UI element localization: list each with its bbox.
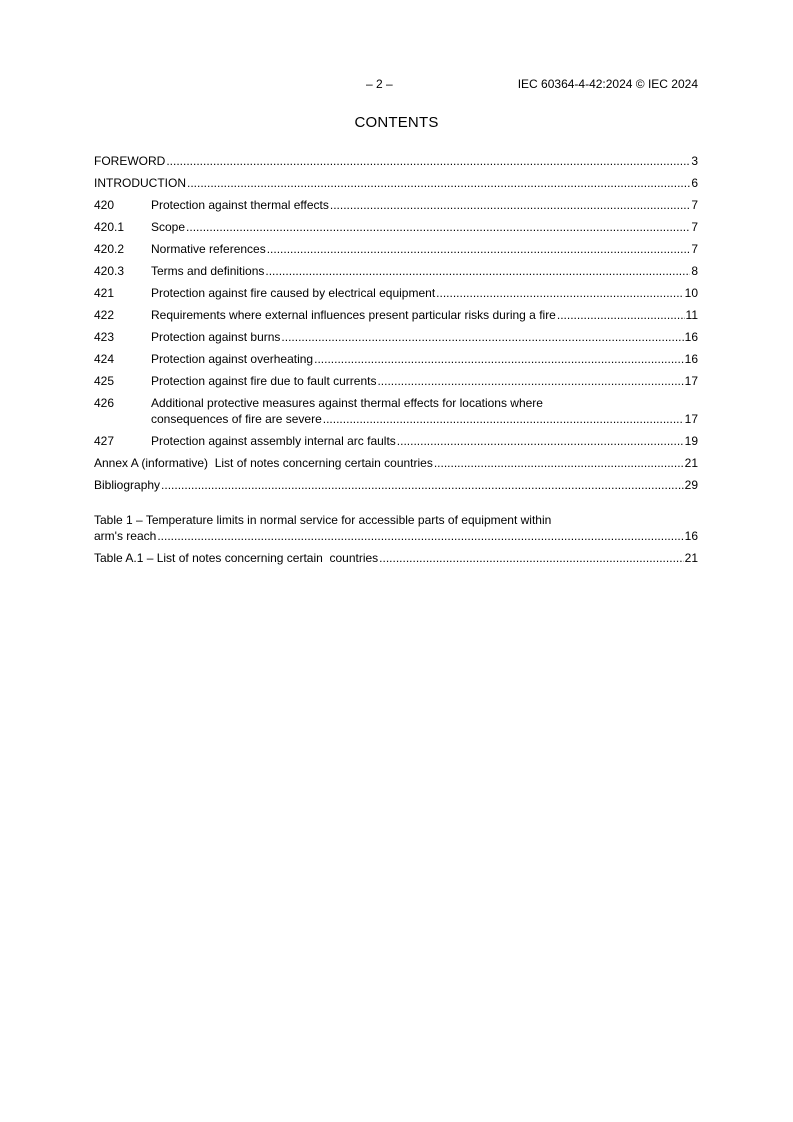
dot-leader (434, 456, 684, 470)
toc-entry-text: Protection against fire due to fault currents (151, 374, 377, 388)
toc-entry-text: Protection against thermal effects (151, 198, 329, 212)
table-of-contents (94, 146, 698, 492)
toc-entry-page: 7 (691, 198, 698, 212)
table-entry-text-continued: arm's reach (94, 529, 157, 543)
page-number: – 2 – (366, 77, 393, 91)
toc-entry-page: 11 (685, 308, 698, 322)
dot-leader (397, 434, 684, 448)
toc-entry-423[interactable] (94, 322, 698, 344)
toc-entry-text: Protection against assembly internal arc faults (151, 434, 396, 448)
dot-leader (166, 154, 690, 168)
dot-leader (330, 198, 690, 212)
toc-entry-number: 421 (94, 286, 115, 300)
dot-leader (436, 286, 683, 300)
toc-entry-number: 420.2 (94, 242, 125, 256)
toc-entry-424[interactable] (94, 344, 698, 366)
toc-entry-text: Annex A (informative) List of notes concerning certain countries (94, 456, 433, 470)
toc-entry-427[interactable] (94, 426, 698, 448)
page-header (94, 77, 698, 91)
toc-entry-number: 425 (94, 374, 115, 388)
toc-entry-number: 424 (94, 352, 115, 366)
toc-entry-number: 423 (94, 330, 115, 344)
toc-entry-text-continued: consequences of fire are severe (151, 412, 322, 426)
dot-leader (379, 551, 683, 565)
toc-entry-page: 17 (684, 412, 698, 426)
dot-leader (267, 242, 691, 256)
toc-entry-text: Protection against fire caused by electrical equipment (151, 286, 436, 300)
toc-entry-text: Protection against burns (151, 330, 281, 344)
list-of-tables (94, 513, 698, 565)
toc-entry-text: Protection against overheating (151, 352, 314, 366)
table-entry-text: Table 1 – Temperature limits in normal service for accessible parts of equipment within (94, 513, 552, 527)
toc-entry-annex-a[interactable] (94, 448, 698, 470)
toc-entry-page: 6 (691, 176, 698, 190)
toc-entry-number: 427 (94, 434, 115, 448)
toc-entry-page: 7 (691, 242, 698, 256)
toc-entry-page: 8 (691, 264, 698, 278)
toc-entry-text: FOREWORD (94, 154, 166, 168)
toc-entry-foreword[interactable] (94, 146, 698, 168)
toc-entry-page: 7 (691, 220, 698, 234)
toc-entry-text: Bibliography (94, 478, 161, 492)
toc-entry-text: Terms and definitions (151, 264, 265, 278)
table-entry-page: 21 (684, 551, 698, 565)
toc-entry-420-2[interactable] (94, 234, 698, 256)
toc-entry-bibliography[interactable] (94, 470, 698, 492)
toc-entry-page: 19 (684, 434, 698, 448)
toc-entry-page: 21 (684, 456, 698, 470)
table-entry-table-a1[interactable] (94, 543, 698, 565)
dot-leader (161, 478, 684, 492)
toc-entry-426[interactable] (94, 396, 698, 426)
toc-entry-number: 420.3 (94, 264, 125, 278)
toc-entry-text: INTRODUCTION (94, 176, 186, 190)
toc-entry-text: Scope (151, 220, 186, 234)
toc-entry-page: 10 (684, 286, 698, 300)
toc-entry-page: 16 (684, 352, 698, 366)
dot-leader (187, 176, 690, 190)
dot-leader (323, 412, 684, 426)
table-entry-table-1[interactable] (94, 513, 698, 543)
dot-leader (186, 220, 690, 234)
table-entry-text: Table A.1 – List of notes concerning certain countries (94, 551, 379, 565)
toc-entry-page: 29 (684, 478, 698, 492)
toc-entry-page: 16 (684, 330, 698, 344)
toc-entry-420-3[interactable] (94, 256, 698, 278)
toc-entry-page: 17 (684, 374, 698, 388)
toc-entry-text: Requirements where external influences present particular risks during a fire (151, 308, 556, 322)
toc-entry-425[interactable] (94, 366, 698, 388)
page-title: CONTENTS (354, 114, 439, 131)
toc-entry-number: 426 (94, 396, 115, 410)
toc-entry-number: 422 (94, 308, 115, 322)
toc-entry-420[interactable] (94, 190, 698, 212)
dot-leader (281, 330, 683, 344)
toc-entry-421[interactable] (94, 278, 698, 300)
dot-leader (157, 529, 683, 543)
toc-entry-text: Normative references (151, 242, 266, 256)
dot-leader (377, 374, 683, 388)
document-id: IEC 60364-4-42:2024 © IEC 2024 (517, 77, 698, 91)
dot-leader (314, 352, 684, 366)
dot-leader (557, 308, 685, 322)
table-entry-page: 16 (684, 529, 698, 543)
toc-entry-page: 3 (691, 154, 698, 168)
toc-entry-number: 420 (94, 198, 115, 212)
toc-entry-number: 420.1 (94, 220, 125, 234)
toc-entry-text: Additional protective measures against thermal effects for locations where (151, 396, 543, 410)
toc-entry-introduction[interactable] (94, 168, 698, 190)
dot-leader (265, 264, 690, 278)
toc-entry-420-1[interactable] (94, 212, 698, 234)
toc-entry-422[interactable] (94, 300, 698, 322)
